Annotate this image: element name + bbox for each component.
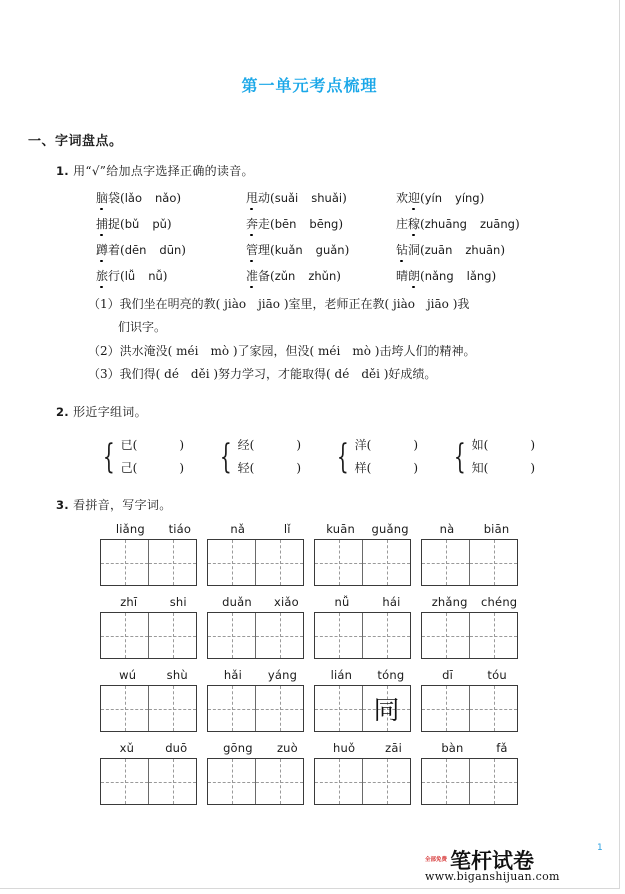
pinyin-choice-item[interactable] xyxy=(96,241,246,258)
tianzige-cell[interactable] xyxy=(470,686,517,731)
paren-close: ) xyxy=(181,243,186,257)
tianzige-box[interactable] xyxy=(314,758,411,805)
writing-grid-row xyxy=(100,741,619,805)
pinyin-syllable: duō xyxy=(165,741,188,756)
sentence-text: 我们得( dé děi )努力学习，才能取得( dé děi )好成绩。 xyxy=(119,367,437,382)
dotted-char: 准 xyxy=(246,269,259,283)
tianzige-box[interactable] xyxy=(100,758,197,805)
writing-grid-item[interactable] xyxy=(421,668,528,732)
dotted-char: 稼 xyxy=(408,217,421,231)
dotted-char: 甩 xyxy=(246,191,259,205)
pinyin-option-a[interactable]: kuǎn xyxy=(274,243,303,257)
similar-char-group xyxy=(215,434,332,481)
paren-open: ( xyxy=(270,243,275,257)
sentence-label: （1） xyxy=(88,297,120,311)
tianzige-box[interactable] xyxy=(421,612,518,659)
tianzige-box[interactable] xyxy=(207,612,304,659)
pinyin-label-pair xyxy=(421,595,528,609)
pinyin-syllable: tóng xyxy=(377,668,405,683)
similar-char: 洋 xyxy=(354,437,367,452)
tianzige-cell[interactable] xyxy=(422,686,470,731)
left-brace-icon: { xyxy=(453,436,466,477)
char-blank-row[interactable] xyxy=(472,457,535,480)
pinyin-option-a[interactable]: nǎng xyxy=(424,269,454,283)
word-char: 庄 xyxy=(396,217,409,231)
pinyin-writing-grids xyxy=(0,522,619,805)
sentence-item[interactable] xyxy=(88,340,619,363)
tianzige-cell[interactable] xyxy=(315,686,363,731)
tianzige-cell[interactable] xyxy=(256,540,303,585)
pinyin-option-b[interactable]: nǚ xyxy=(148,269,163,283)
word-char: 行 xyxy=(108,269,121,283)
sentence-text: 我们坐在明亮的教( jiào jiāo )室里，老师正在教( jiào jiāo )我 xyxy=(119,297,470,311)
section-heading xyxy=(28,130,619,149)
paren-open: ( xyxy=(120,269,125,283)
paren-open: ( xyxy=(270,217,275,231)
tianzige-cell[interactable] xyxy=(422,540,470,585)
question-2-heading xyxy=(56,403,619,420)
pinyin-choice-item[interactable] xyxy=(246,267,396,284)
tianzige-cell[interactable] xyxy=(315,540,363,585)
pinyin-label-pair xyxy=(314,741,421,755)
pinyin-label-pair xyxy=(421,522,528,536)
tianzige-box[interactable] xyxy=(421,758,518,805)
pinyin-option-a[interactable]: yín xyxy=(424,191,443,205)
tianzige-box[interactable] xyxy=(314,612,411,659)
pinyin-syllable: yáng xyxy=(267,668,298,683)
word-char: 备 xyxy=(258,269,271,283)
pinyin-option-a[interactable]: bǔ xyxy=(124,217,140,231)
pinyin-choice-item[interactable] xyxy=(96,215,246,232)
pinyin-syllable: tiáo xyxy=(168,522,192,537)
page-title: 第一单元考点梳理 xyxy=(241,76,378,95)
pinyin-syllable: gōng xyxy=(223,741,253,756)
writing-grid-item[interactable] xyxy=(100,522,207,586)
dotted-char: 旅 xyxy=(96,269,109,283)
writing-grid-item[interactable] xyxy=(207,741,314,805)
tianzige-cell[interactable] xyxy=(208,686,256,731)
pinyin-syllable: fǎ xyxy=(496,741,508,756)
dotted-char: 脑 xyxy=(96,191,109,205)
paren-open: ( xyxy=(120,217,125,231)
writing-grid-item[interactable] xyxy=(421,522,528,586)
question-3-number: 3. xyxy=(56,498,69,513)
pinyin-option-b[interactable]: dūn xyxy=(159,243,182,257)
writing-grid-item[interactable] xyxy=(207,668,314,732)
pinyin-label-pair xyxy=(100,595,207,609)
pinyin-syllable: shi xyxy=(169,595,187,610)
pinyin-label-pair xyxy=(421,668,528,682)
tianzige-cell[interactable] xyxy=(149,613,196,658)
dotted-char: 迎 xyxy=(408,191,421,205)
tianzige-cell[interactable] xyxy=(363,686,410,731)
pinyin-choice-item[interactable] xyxy=(396,241,556,258)
pinyin-option-b[interactable]: zuāng xyxy=(479,217,515,231)
free-tag: 全部免费 xyxy=(425,857,448,863)
pinyin-option-b[interactable]: lǎng xyxy=(466,269,492,283)
writing-grid-item[interactable] xyxy=(314,595,421,659)
tianzige-cell[interactable] xyxy=(470,759,517,804)
pinyin-choice-row xyxy=(96,215,619,232)
word-char: 欢 xyxy=(396,191,409,205)
tianzige-cell[interactable] xyxy=(315,759,363,804)
writing-grid-item[interactable] xyxy=(100,595,207,659)
pinyin-label-pair xyxy=(207,668,314,682)
question-3-heading xyxy=(56,496,619,513)
pinyin-syllable: zhǎng xyxy=(431,595,468,610)
tianzige-cell[interactable] xyxy=(363,613,410,658)
tianzige-cell[interactable] xyxy=(101,686,149,731)
pinyin-option-b[interactable]: zhuān xyxy=(465,243,501,257)
pinyin-label-pair xyxy=(314,668,421,682)
pinyin-syllable: bàn xyxy=(441,741,464,756)
paren-open: ( xyxy=(420,243,425,257)
pinyin-choice-row xyxy=(96,241,619,258)
pinyin-option-a[interactable]: zuān xyxy=(424,243,453,257)
writing-grid-item[interactable] xyxy=(314,668,421,732)
writing-grid-item[interactable] xyxy=(314,522,421,586)
pinyin-syllable: dī xyxy=(442,668,454,683)
pinyin-syllable: nà xyxy=(439,522,455,537)
tianzige-box[interactable] xyxy=(314,685,411,732)
word-char: 理 xyxy=(258,243,271,257)
pinyin-label-pair xyxy=(100,668,207,682)
left-brace-icon: { xyxy=(336,436,349,477)
pinyin-choice-item[interactable] xyxy=(246,215,396,232)
pinyin-choice-item[interactable] xyxy=(96,267,246,284)
pinyin-syllable: xiǎo xyxy=(274,595,299,610)
tianzige-box[interactable] xyxy=(421,685,518,732)
question-1-text: 用“√”给加点字选择正确的读音。 xyxy=(73,164,254,178)
word-char: 洞 xyxy=(408,243,421,257)
similar-char: 如 xyxy=(471,437,484,452)
similar-char: 轻 xyxy=(237,460,250,475)
pinyin-option-b[interactable]: yíng xyxy=(455,191,480,205)
pinyin-option-b[interactable]: zhǔn xyxy=(308,269,337,283)
pinyin-choice-item[interactable] xyxy=(396,189,556,206)
paren-open: ( xyxy=(420,191,425,205)
dotted-char: 管 xyxy=(246,243,259,257)
similar-char-groups xyxy=(98,434,619,481)
similar-char: 己 xyxy=(120,460,133,475)
sentence-text-cont: 们识字。 xyxy=(118,320,167,335)
answer-blank[interactable]: ( ) xyxy=(249,437,302,452)
pinyin-choice-row xyxy=(96,267,619,284)
paren-open: ( xyxy=(420,269,425,283)
pinyin-syllable: zāi xyxy=(385,741,403,756)
pinyin-label-pair xyxy=(314,595,421,609)
answer-blank[interactable]: ( ) xyxy=(132,437,185,452)
answer-blank[interactable]: ( ) xyxy=(366,460,419,475)
answer-blank[interactable]: ( ) xyxy=(366,437,419,452)
dotted-char: 蹲 xyxy=(96,243,109,257)
writing-grid-item[interactable] xyxy=(100,741,207,805)
paren-close: ) xyxy=(514,217,520,231)
pinyin-label-pair xyxy=(207,741,314,755)
pinyin-syllable: shù xyxy=(166,668,188,683)
tianzige-cell[interactable] xyxy=(422,759,470,804)
section-title: 字词盘点。 xyxy=(55,134,123,149)
paren-close: ) xyxy=(491,269,497,283)
paren-open: ( xyxy=(270,269,275,283)
pinyin-option-b[interactable]: bēng xyxy=(309,217,339,231)
tianzige-cell[interactable] xyxy=(149,540,196,585)
tianzige-box[interactable] xyxy=(207,685,304,732)
tianzige-cell[interactable] xyxy=(363,540,410,585)
paren-close: ) xyxy=(336,269,341,283)
tianzige-cell[interactable] xyxy=(256,759,303,804)
writing-grid-item[interactable] xyxy=(421,741,528,805)
char-blank-row[interactable] xyxy=(121,457,184,480)
question-3-text: 看拼音，写字词。 xyxy=(73,498,172,513)
tianzige-box[interactable] xyxy=(100,612,197,659)
tianzige-cell[interactable] xyxy=(208,540,256,585)
writing-grid-item[interactable] xyxy=(314,741,421,805)
paren-open: ( xyxy=(270,191,275,205)
similar-char: 已 xyxy=(120,437,133,452)
char-blank-row[interactable] xyxy=(355,434,418,457)
tianzige-cell[interactable] xyxy=(101,759,149,804)
pinyin-syllable: duǎn xyxy=(222,595,252,610)
writing-grid-item[interactable] xyxy=(207,595,314,659)
pinyin-option-b[interactable]: shuǎi xyxy=(311,191,343,205)
paren-close: ) xyxy=(166,217,172,231)
paren-open: ( xyxy=(120,243,125,257)
pinyin-option-a[interactable]: zǔn xyxy=(274,269,296,283)
sentence-choice-list xyxy=(88,293,619,387)
pinyin-option-a[interactable]: lǚ xyxy=(124,269,136,283)
pinyin-syllable: zhī xyxy=(120,595,138,610)
paren-close: ) xyxy=(176,191,182,205)
pinyin-label-pair xyxy=(100,741,207,755)
similar-char-group xyxy=(449,434,566,481)
tianzige-cell[interactable] xyxy=(149,686,196,731)
brand-url: www.biganshijuan.com xyxy=(425,870,560,883)
word-char: 捉 xyxy=(108,217,121,231)
similar-char-group xyxy=(332,434,449,481)
sentence-text: 洪水淹没( méi mò )了家园，但没( méi mò )击垮人们的精神。 xyxy=(119,343,476,358)
tianzige-cell[interactable] xyxy=(101,540,149,585)
question-1-heading xyxy=(56,162,619,179)
tianzige-cell[interactable] xyxy=(149,759,196,804)
char-blank-row[interactable] xyxy=(238,457,301,480)
question-1-number: 1. xyxy=(56,164,69,178)
pinyin-choice-grid xyxy=(96,189,619,284)
dotted-char: 捕 xyxy=(96,217,109,231)
handwritten-char: 同 xyxy=(373,696,400,727)
left-brace-icon: { xyxy=(219,436,232,477)
similar-char: 知 xyxy=(471,460,484,475)
dotted-char: 朗 xyxy=(408,269,421,283)
pinyin-syllable: lǐ xyxy=(283,522,291,537)
writing-grid-item[interactable] xyxy=(421,595,528,659)
pinyin-syllable: hái xyxy=(382,595,401,610)
tianzige-cell[interactable] xyxy=(315,613,363,658)
pinyin-syllable: chéng xyxy=(481,595,518,610)
pinyin-label-pair xyxy=(421,741,528,755)
paren-close: ) xyxy=(342,191,347,205)
pinyin-choice-row xyxy=(96,189,619,206)
writing-grid-row xyxy=(100,668,619,732)
pinyin-option-a[interactable]: bēn xyxy=(274,217,297,231)
char-blank-row[interactable] xyxy=(355,457,418,480)
tianzige-cell[interactable] xyxy=(101,613,149,658)
pinyin-label-pair xyxy=(100,522,207,536)
tianzige-cell[interactable] xyxy=(422,613,470,658)
tianzige-cell[interactable] xyxy=(470,540,517,585)
paren-open: ( xyxy=(420,217,425,231)
dotted-char: 奔 xyxy=(246,217,259,231)
tianzige-cell[interactable] xyxy=(363,759,410,804)
similar-char: 经 xyxy=(237,437,250,452)
paren-close: ) xyxy=(338,217,344,231)
pinyin-option-b[interactable]: nǎo xyxy=(155,191,177,205)
pinyin-label-pair xyxy=(207,595,314,609)
pinyin-syllable: hǎi xyxy=(223,668,243,683)
question-2-number: 2. xyxy=(56,404,69,419)
pinyin-choice-item[interactable] xyxy=(96,189,246,206)
tianzige-cell[interactable] xyxy=(470,613,517,658)
paren-close: ) xyxy=(500,243,506,257)
pinyin-label-pair xyxy=(314,522,421,536)
pinyin-syllable: nǚ xyxy=(334,595,350,610)
writing-grid-item[interactable] xyxy=(207,522,314,586)
question-2-text: 形近字组词。 xyxy=(73,404,147,419)
char-blank-row[interactable] xyxy=(238,434,301,457)
paren-close: ) xyxy=(479,191,485,205)
tianzige-cell[interactable] xyxy=(256,686,303,731)
pinyin-label-pair xyxy=(207,522,314,536)
pinyin-syllable: zuò xyxy=(276,741,298,756)
pinyin-option-b[interactable]: guǎn xyxy=(315,243,345,257)
pinyin-option-a[interactable]: lǎo xyxy=(124,191,142,205)
writing-grid-row xyxy=(100,595,619,659)
answer-blank[interactable]: ( ) xyxy=(483,460,536,475)
char-blank-row[interactable] xyxy=(121,434,184,457)
similar-char: 样 xyxy=(354,460,367,475)
tianzige-cell[interactable] xyxy=(256,613,303,658)
char-blank-row[interactable] xyxy=(472,434,535,457)
pinyin-choice-item[interactable] xyxy=(396,215,556,232)
word-char: 着 xyxy=(108,243,121,257)
sentence-item[interactable] xyxy=(88,363,619,386)
writing-grid-row xyxy=(100,522,619,586)
pinyin-choice-item[interactable] xyxy=(246,189,396,206)
section-number: 一、 xyxy=(28,134,56,149)
page-number: 1 xyxy=(597,843,603,853)
tianzige-box[interactable] xyxy=(100,685,197,732)
word-char: 动 xyxy=(258,191,271,205)
writing-grid-item[interactable] xyxy=(100,668,207,732)
pinyin-syllable: wú xyxy=(119,668,137,683)
pinyin-syllable: guǎng xyxy=(371,522,409,537)
tianzige-cell[interactable] xyxy=(208,613,256,658)
footer-watermark xyxy=(425,845,615,889)
pinyin-syllable: liǎng xyxy=(115,522,145,537)
word-char: 走 xyxy=(258,217,271,231)
pinyin-choice-item[interactable] xyxy=(396,267,556,284)
dotted-char: 钻 xyxy=(396,243,409,257)
answer-blank[interactable]: ( ) xyxy=(483,437,536,452)
paren-open: ( xyxy=(120,191,125,205)
tianzige-box[interactable] xyxy=(100,539,197,586)
paren-close: ) xyxy=(344,243,350,257)
tianzige-box[interactable] xyxy=(314,539,411,586)
word-char: 袋 xyxy=(108,191,121,205)
pinyin-syllable: tóu xyxy=(487,668,507,683)
word-char: 晴 xyxy=(396,269,409,283)
pinyin-option-b[interactable]: pǔ xyxy=(152,217,167,231)
similar-char-group xyxy=(98,434,215,481)
tianzige-box[interactable] xyxy=(207,539,304,586)
sentence-label: （2） xyxy=(88,343,120,358)
pinyin-option-a[interactable]: dēn xyxy=(124,243,147,257)
answer-blank[interactable]: ( ) xyxy=(132,460,185,475)
brand-name: 笔杆试卷 xyxy=(450,849,534,873)
pinyin-choice-item[interactable] xyxy=(246,241,396,258)
tianzige-box[interactable] xyxy=(207,758,304,805)
pinyin-syllable: biān xyxy=(483,522,510,537)
pinyin-option-a[interactable]: zhuāng xyxy=(424,217,467,231)
sentence-label: （3） xyxy=(88,367,120,382)
pinyin-syllable: xǔ xyxy=(119,741,135,756)
pinyin-syllable: lián xyxy=(330,668,353,683)
sentence-item[interactable] xyxy=(88,293,619,340)
pinyin-syllable: kuān xyxy=(326,522,355,537)
tianzige-box[interactable] xyxy=(421,539,518,586)
pinyin-syllable: nǎ xyxy=(230,522,246,537)
pinyin-syllable: huǒ xyxy=(332,741,356,756)
paren-close: ) xyxy=(162,269,168,283)
pinyin-option-a[interactable]: suǎi xyxy=(274,191,299,205)
answer-blank[interactable]: ( ) xyxy=(249,460,302,475)
tianzige-cell[interactable] xyxy=(208,759,256,804)
left-brace-icon: { xyxy=(102,436,115,477)
